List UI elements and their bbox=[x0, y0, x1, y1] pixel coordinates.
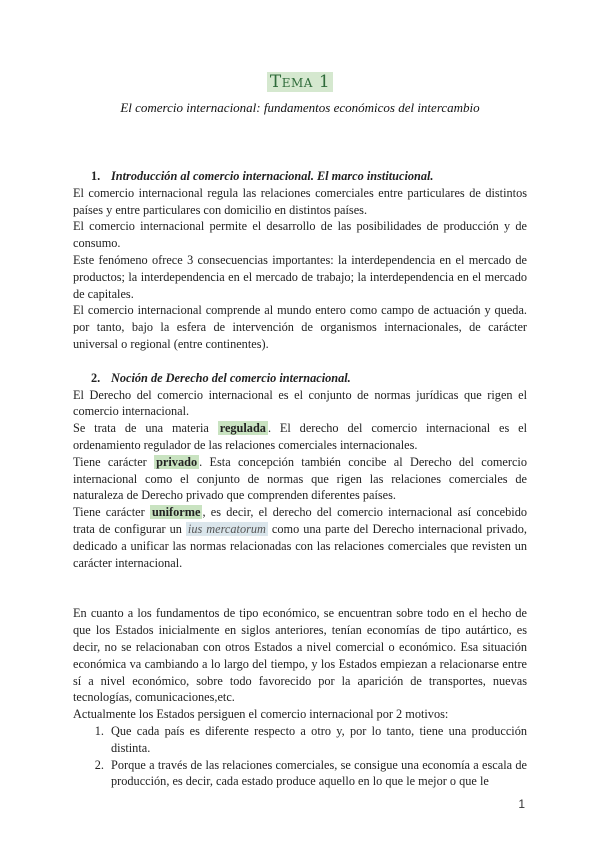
section-1-number: 1. bbox=[91, 169, 101, 183]
highlight-uniforme: uniforme bbox=[151, 505, 201, 520]
section-1-heading-text: Introducción al comercio internacional. El marco institucional. bbox=[111, 169, 434, 183]
section-2-heading bbox=[73, 370, 527, 387]
highlight-ius-mercatorum: ius mercatorum bbox=[187, 521, 266, 536]
text-run: . El derecho del comercio internacional es el ordenamiento regulador de las relaciones comerciales internacionales. bbox=[73, 421, 527, 452]
text-run: Tiene carácter bbox=[73, 454, 155, 469]
section-1-paragraph: El comercio internacional comprende al mundo entero como campo de actuación y queda. por tanto, bajo la esfera de intervención de organismos internacionales, de carácter universal o regional (entre continentes). bbox=[73, 303, 527, 351]
list-item: 1. Que cada país es diferente respecto a otro y, por lo tanto, tiene una producción distinta. bbox=[107, 723, 527, 757]
highlight-regulada: regulada bbox=[219, 421, 266, 436]
section-3-paragraph: En cuanto a los fundamentos de tipo económico, se encuentran sobre todo en el hecho de que los Estados inicialmente en siglos anteriores, tenían economías de tipo autártico, es decir, no se relacionaban con otros Estados a nivel comercial o económico. Esa situación económica va cambiando a lo largo del tiempo, y los Estados empiezan a relacionarse entre sí a nivel económico, sobre todo favorecido por la aparición de transportes, nuevas tecnologías, comunicaciones,etc. bbox=[73, 606, 527, 705]
text-run: Se trata de una materia bbox=[73, 421, 218, 436]
highlight-privado: privado bbox=[156, 454, 198, 469]
section-2-heading-text: Noción de Derecho del comercio internacional. bbox=[111, 370, 351, 385]
section-3-paragraph: Actualmente los Estados persiguen el comercio internacional por 2 motivos: bbox=[73, 707, 449, 722]
document-title-text: Tema 1 bbox=[267, 72, 333, 92]
document-body bbox=[73, 168, 527, 790]
motivos-list bbox=[73, 723, 527, 790]
document-title bbox=[0, 72, 600, 92]
section-1-paragraph: El comercio internacional regula las relaciones comerciales entre particulares de distintos países y entre particulares con domicilio en distintos países. bbox=[73, 185, 527, 217]
section-2-paragraph: El Derecho del comercio internacional es el conjunto de normas jurídicas que rigen el comercio internacional. bbox=[73, 387, 527, 419]
text-run: . Esta concepción también concibe al Derecho del comercio internacional como el conjunto de normas que rigen las relaciones comerciales de naturaleza de Derecho privado que comprenden diferentes países. bbox=[73, 454, 527, 503]
list-item: 2. Porque a través de las relaciones comerciales, se consigue una economía a escala de producción, es decir, cada estado produce aquello en lo que le mejor o que le bbox=[107, 757, 527, 791]
section-1-paragraph: Este fenómeno ofrece 3 consecuencias importantes: la interdependencia en el mercado de productos; la interdependencia en el mercado de trabajo; la interdependencia en el mercado de capitales. bbox=[73, 252, 527, 301]
section-2-paragraph bbox=[73, 454, 527, 504]
page-number: 1 bbox=[518, 797, 525, 811]
text-run: , es decir, el derecho del comercio internacional así concebido trata de configurar un bbox=[73, 505, 527, 536]
section-1-paragraph: El comercio internacional permite el desarrollo de las posibilidades de producción y de consumo. bbox=[73, 219, 527, 251]
section-2-paragraph bbox=[73, 504, 527, 571]
section-1-heading bbox=[73, 168, 527, 185]
section-2-number: 2. bbox=[91, 370, 101, 385]
text-run: Tiene carácter bbox=[73, 505, 150, 520]
text-run: como una parte del Derecho internacional privado, dedicado a unificar las normas relacionadas con las relaciones comerciales que revisten un carácter internacional. bbox=[73, 521, 527, 570]
section-2-paragraph bbox=[73, 420, 527, 454]
document-subtitle: El comercio internacional: fundamentos económicos del intercambio bbox=[120, 100, 480, 115]
